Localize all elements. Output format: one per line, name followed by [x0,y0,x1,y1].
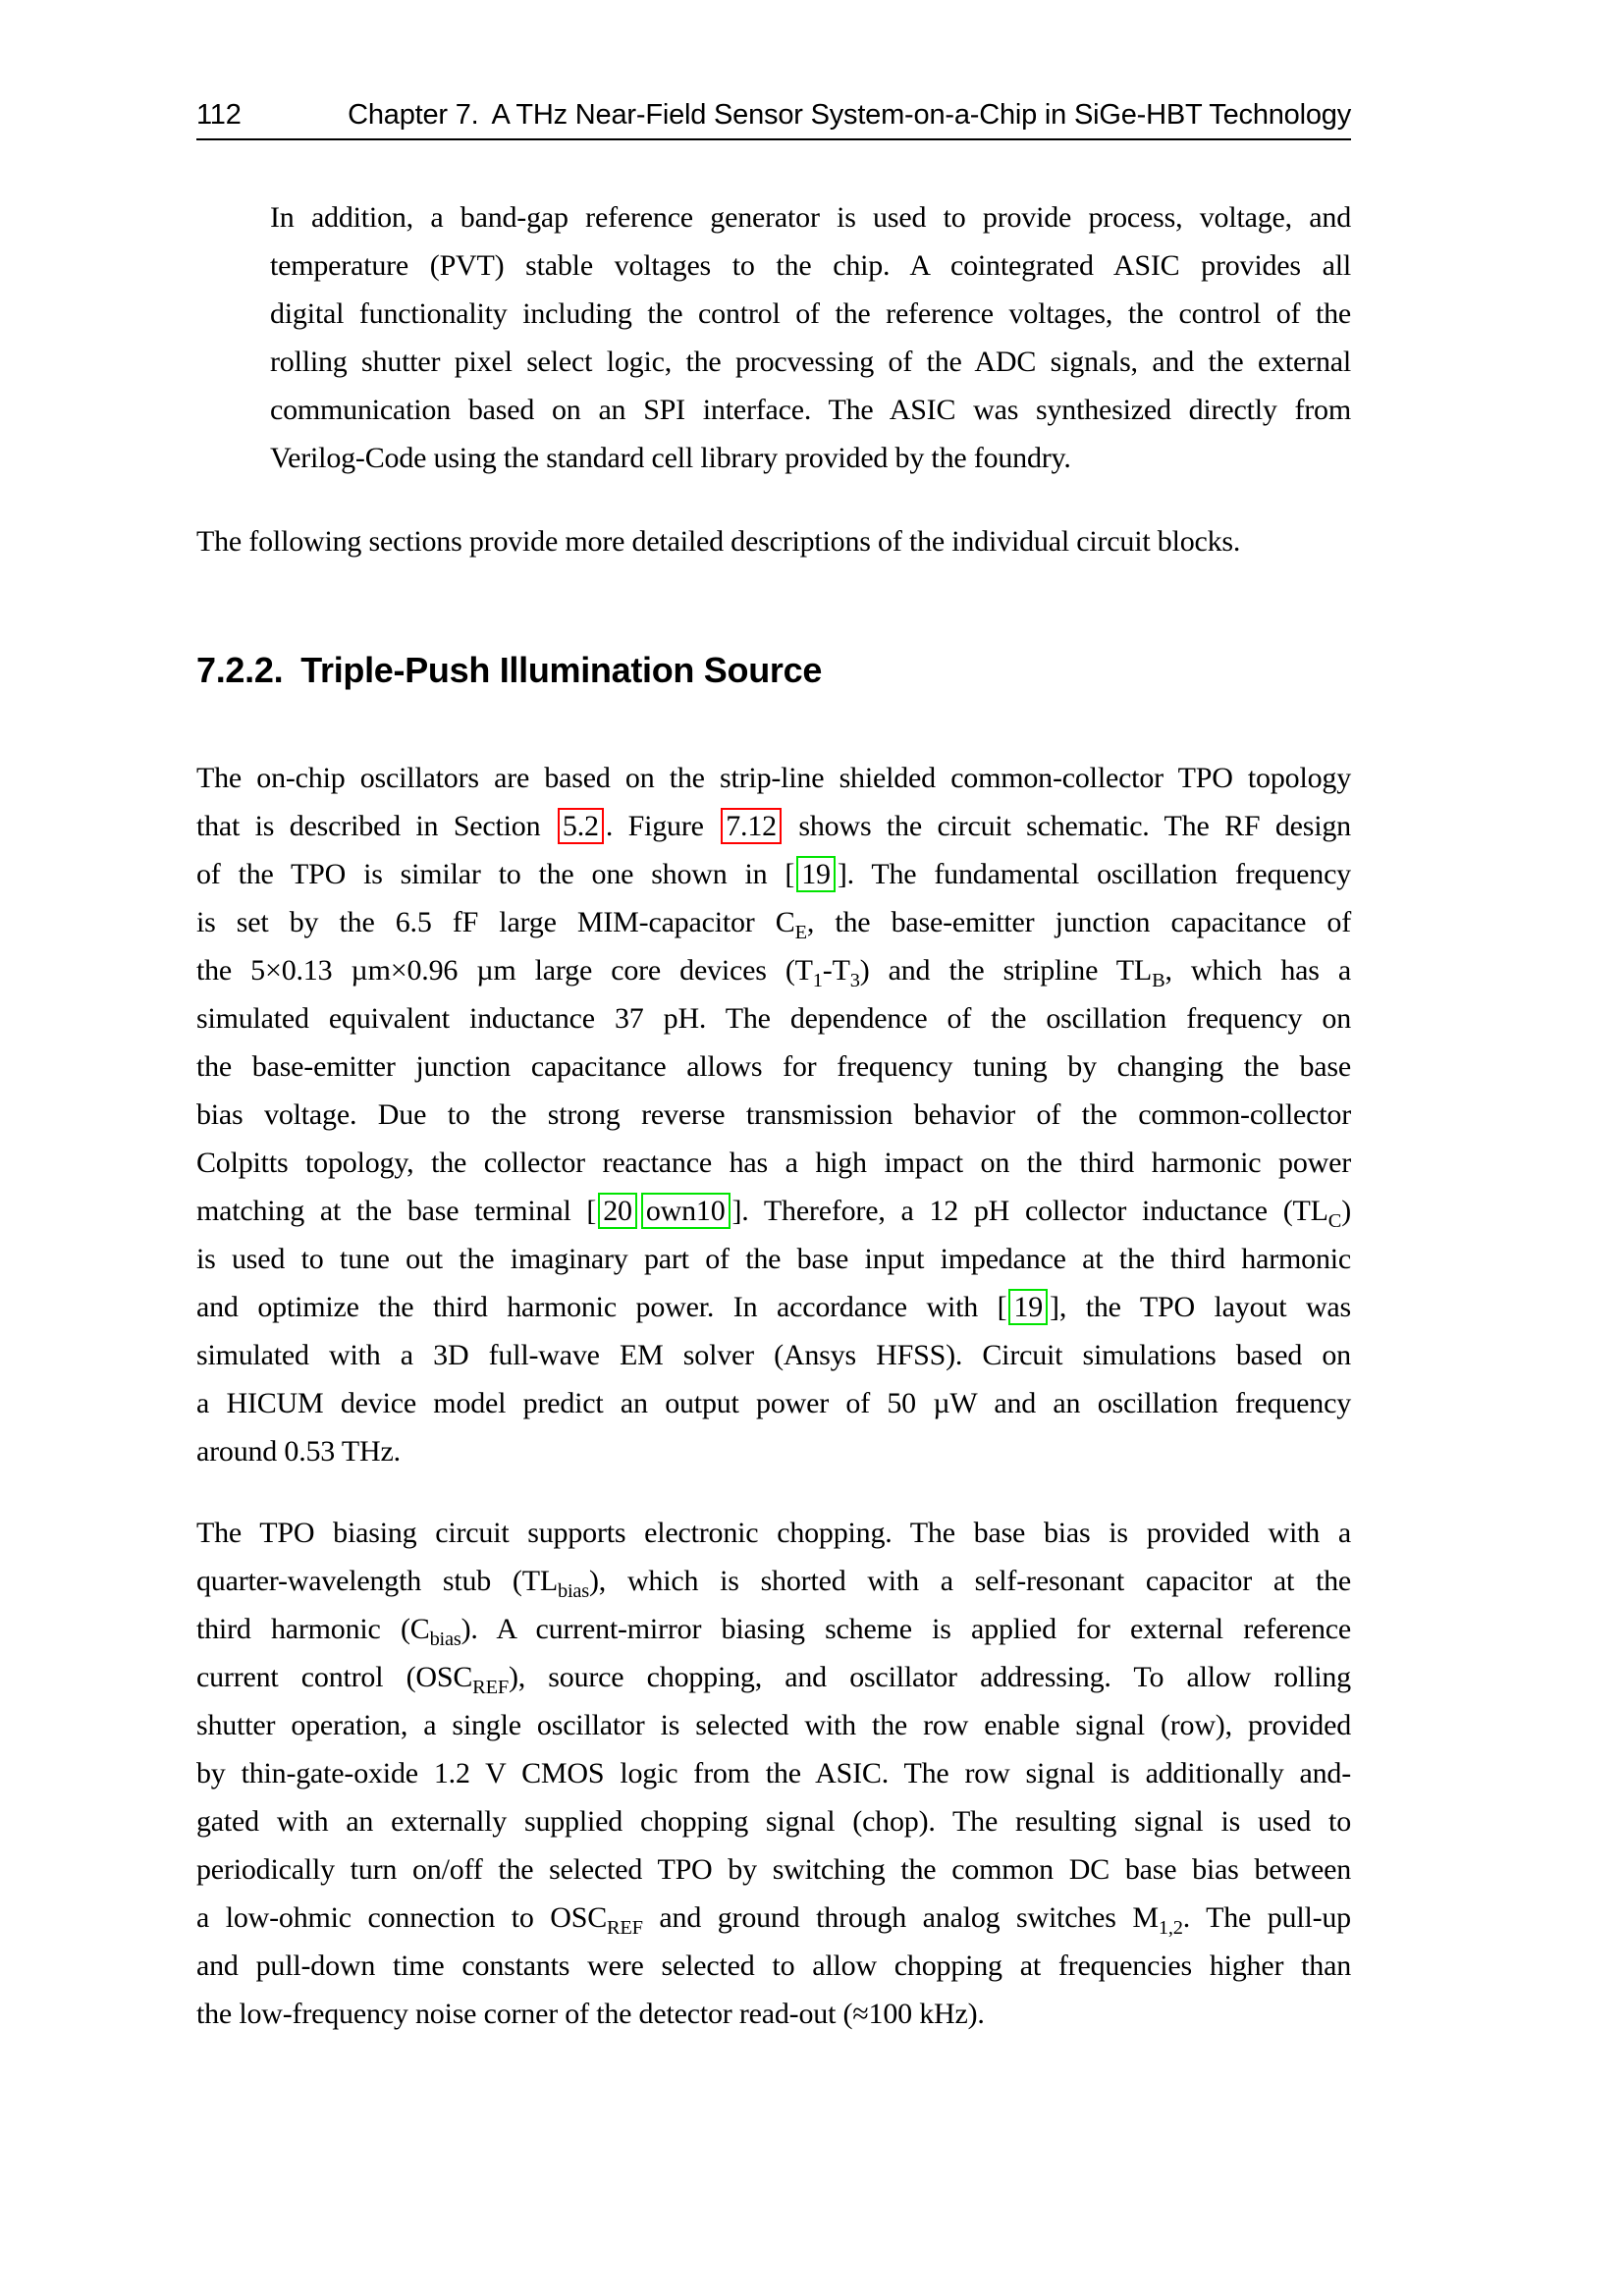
text-line: by thin-gate-oxide 1.2 V CMOS logic from the ASIC. The row signal is additionally and- [196,1757,1351,1789]
text-line: bias voltage. Due to the strong reverse transmission behavior of the common-collector [196,1098,1351,1131]
text-line: In addition, a band-gap reference generator is used to provide process, voltage, and [270,201,1351,234]
subscript: E [794,922,807,943]
text-line: communication based on an SPI interface. The ASIC was synthesized directly from [270,394,1351,426]
text-line: Colpitts topology, the collector reactance has a high impact on the third harmonic power [196,1147,1351,1179]
header-chapter-label: Chapter 7. [348,99,479,131]
subscript: bias [557,1580,590,1602]
paragraph-transition [196,517,1351,565]
text-line: that is described in Section 5.2 . Figure 7.12 shows the circuit schematic. The RF design [196,810,1351,842]
text-line: and optimize the third harmonic power. In accordance with [ 19 ], the TPO layout was [196,1291,1351,1323]
section-number: 7.2.2. [196,650,284,690]
internal-ref-link[interactable]: 7.12 [721,808,782,844]
text-line: a low-ohmic connection to $OSC_{REF}$ and ground through analog switches $M_{1,2}$. The pull-up [196,1901,1351,1939]
text-line: The following sections provide more detailed descriptions of the individual circuit blocks. [196,525,1241,558]
citation-link[interactable]: 19 [1008,1289,1048,1325]
text-line: The on-chip oscillators are based on the strip-line shielded common-collector TPO topology [196,762,1351,794]
internal-ref-link[interactable]: 5.2 [558,808,604,844]
section-heading [196,649,1351,692]
subscript: C [1327,1210,1342,1232]
subscript: 3 [849,970,860,991]
text-line: gated with an externally supplied chopping signal (chop). The resulting signal is used to [196,1805,1351,1838]
running-header [196,98,1351,132]
section-title: Triple-Push Illumination Source [300,650,823,690]
text-line: is set by the 6.5 fF large MIM-capacitor $C_E$, the base-emitter junction capacitance of [196,906,1351,943]
text-line: around 0.53 THz. [196,1435,401,1468]
paragraph-tpo-design [196,754,1351,1475]
text-line: current control $(OSC_{REF})$, source chopping, and oscillator addressing. To allow rolling [196,1661,1351,1698]
text-line: of the TPO is similar to the one shown in [ 19 ]. The fundamental oscillation frequency [196,858,1351,890]
subscript: B [1152,970,1165,991]
text-line: third harmonic $(C_{bias})$. A current-mirror biasing scheme is applied for external reference [196,1613,1351,1650]
citation-link[interactable]: own10 [641,1193,731,1229]
text-line: the base-emitter junction capacitance allows for frequency tuning by changing the base [196,1050,1351,1083]
text-line: simulated with a 3D full-wave EM solver (Ansys HFSS). Circuit simulations based on [196,1339,1351,1371]
header-title [348,98,1351,132]
text-line: and pull-down time constants were selected to allow chopping at frequencies higher than [196,1949,1351,1982]
text-line: shutter operation, a single oscillator is selected with the row enable signal (row), provided [196,1709,1351,1741]
text-line: the low-frequency noise corner of the detector read-out (≈100 kHz). [196,1998,985,2030]
header-title-text: A THz Near-Field Sensor System-on-a-Chip in SiGe-HBT Technology [491,99,1351,131]
citation-link[interactable]: 19 [796,856,836,892]
subscript: 1 [812,970,823,991]
subscript: REF [472,1677,509,1698]
text-line: rolling shutter pixel select logic, the procvessing of the ADC signals, and the external [270,346,1351,378]
subscript: bias [429,1629,461,1650]
text-line: is used to tune out the imaginary part of the base input impedance at the third harmonic [196,1243,1351,1275]
text-line: a HICUM device model predict an output power of 50 µW and an oscillation frequency [196,1387,1351,1419]
paragraph-intro [196,193,1351,482]
text-line: quarter-wavelength stub $(TL_{bias})$, which is shorted with a self-resonant capacitor at the [196,1565,1351,1602]
page-number: 112 [196,99,242,131]
text-line: Verilog-Code using the standard cell library provided by the foundry. [270,442,1071,474]
text-line: simulated equivalent inductance 37 pH. The dependence of the oscillation frequency on [196,1002,1351,1035]
subscript: REF [607,1917,643,1939]
text-line: temperature (PVT) stable voltages to the chip. A cointegrated ASIC provides all [270,249,1351,282]
text-line: matching at the base terminal [ 20 own10 ]. Therefore, a 12 pH collector inductance $(TL_C)$ [196,1195,1351,1232]
text-line: digital functionality including the control of the reference voltages, the control of the [270,297,1351,330]
header-rule [196,138,1351,140]
text-line: periodically turn on/off the selected TPO by switching the common DC base bias between [196,1853,1351,1886]
citation-link[interactable]: 20 [598,1193,637,1229]
page-body [196,193,1351,2038]
paragraph-tpo-biasing [196,1509,1351,2038]
text-line: The TPO biasing circuit supports electronic chopping. The base bias is provided with a [196,1517,1351,1549]
subscript: 1,2 [1158,1917,1183,1939]
text-line: the 5×0.13 µm×0.96 µm large core devices $(T_1-T_3)$ and the stripline $TL_B$, which has a [196,954,1351,991]
